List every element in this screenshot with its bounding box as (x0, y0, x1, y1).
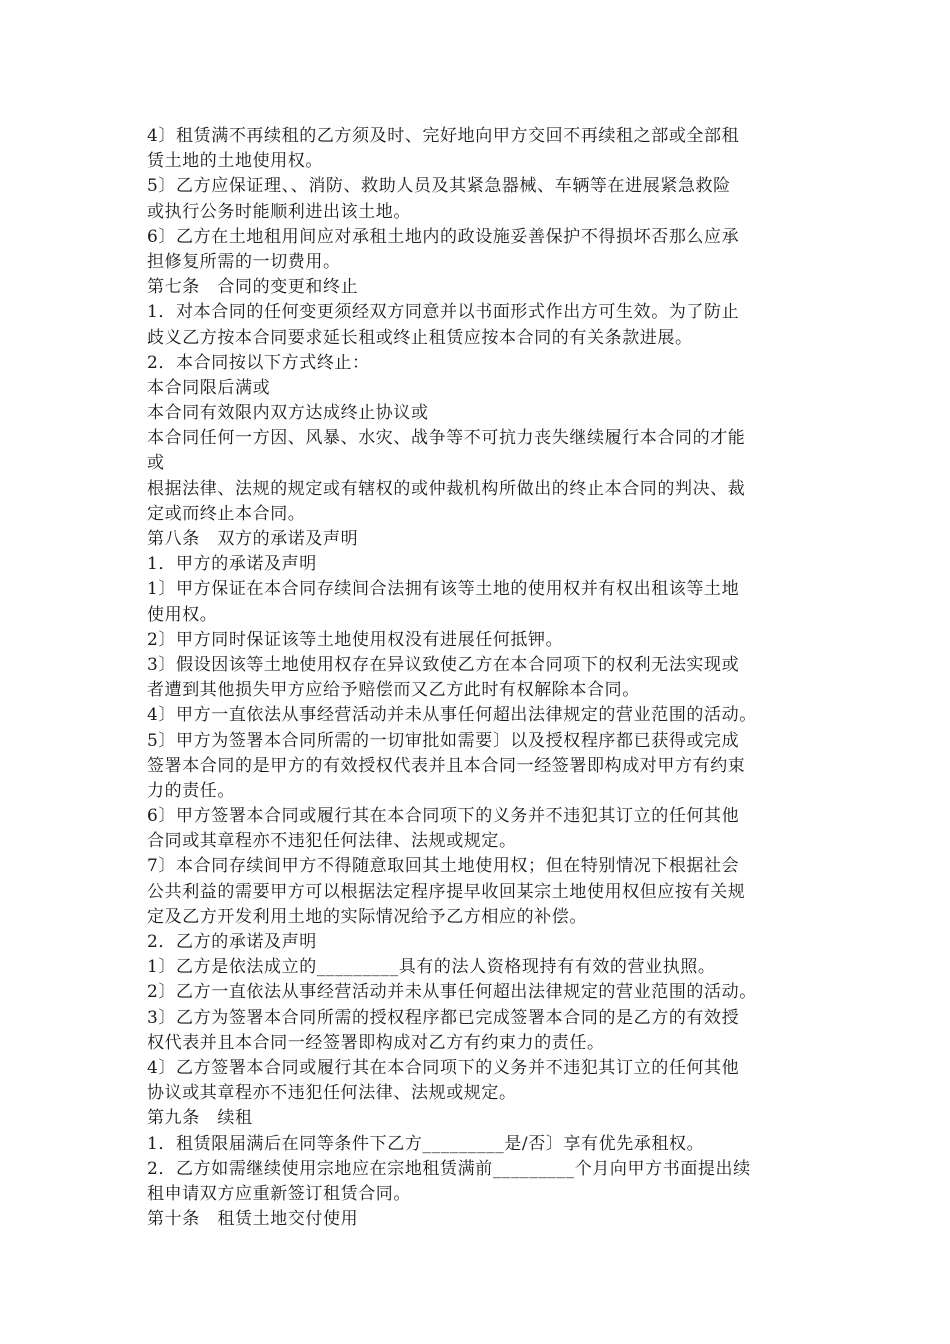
text-line: 力的责任。 (147, 780, 235, 801)
section-heading: 第八条 双方的承诺及声明 (147, 529, 359, 549)
text-line: 或执行公务时能顺利进出该土地。 (147, 201, 411, 222)
text-line: 本合同任何一方因、风暴、水灾、战争等不可抗力丧失继续履行本合同的才能 (147, 428, 746, 449)
text-line: 担修复所需的一切费用。 (147, 251, 341, 272)
subsection-heading: 1．甲方的承诺及声明 (147, 554, 317, 575)
text-line: 3〕假设因该等土地使用权存在异议致使乙方在本合同项下的权利无法实现或 (147, 654, 740, 675)
document-body (147, 124, 807, 1232)
text-line: 或 (147, 453, 165, 474)
text-line: 合同或其章程亦不违犯任何法律、法规或规定。 (147, 831, 517, 852)
text-line: 1．租赁限届满后在同等条件下乙方_________是/否〕享有优先承租权。 (147, 1133, 705, 1154)
section-heading: 第十条 租赁土地交付使用 (147, 1209, 359, 1230)
text-line: 4〕乙方签署本合同或履行其在本合同项下的义务并不违犯其订立的任何其他 (147, 1057, 740, 1078)
section-heading: 第九条 续租 (147, 1108, 253, 1129)
text-line: 4〕甲方一直依法从事经营活动并未从事任何超出法律规定的营业范围的活动。 (147, 705, 757, 726)
text-line: 1〕甲方保证在本合同存续间合法拥有该等土地的使用权并有权出租该等土地 (147, 579, 740, 600)
text-line: 公共利益的需要甲方可以根据法定程序提早收回某宗土地使用权但应按有关规 (147, 881, 746, 902)
text-line: 租申请双方应重新签订租赁合同。 (147, 1183, 411, 1204)
text-line: 签署本合同的是甲方的有效授权代表并且本合同一经签署即构成对甲方有约束 (147, 755, 746, 776)
text-line: 1．对本合同的任何变更须经双方同意并以书面形式作出方可生效。为了防止 (147, 302, 740, 323)
text-line: 1〕乙方是依法成立的_________具有的法人资格现持有有效的营业执照。 (147, 957, 716, 978)
text-line: 歧义乙方按本合同要求延长租或终止租赁应按本合同的有关条款进展。 (147, 327, 693, 348)
text-line: 权代表并且本合同一经签署即构成对乙方有约束力的责任。 (147, 1032, 605, 1053)
text-line: 3〕乙方为签署本合同所需的授权程序都已完成签署本合同的是乙方的有效授 (147, 1007, 740, 1028)
text-line: 2〕乙方一直依法从事经营活动并未从事任何超出法律规定的营业范围的活动。 (147, 982, 757, 1003)
text-line: 本合同限后满或 (147, 377, 271, 398)
section-heading: 第七条 合同的变更和终止 (147, 277, 359, 298)
text-line: 2．本合同按以下方式终止： (147, 352, 370, 373)
text-line: 定及乙方开发利用土地的实际情况给予乙方相应的补偿。 (147, 906, 587, 927)
text-line: 使用权。 (147, 604, 218, 625)
text-line: 6〕乙方在土地租用间应对承租土地内的政设施妥善保护不得损坏否那么应承 (147, 226, 740, 247)
text-line: 赁土地的土地使用权。 (147, 151, 323, 172)
text-line: 5〕乙方应保证理、、消防、救助人员及其紧急器械、车辆等在进展紧急救险 (147, 176, 731, 197)
text-line: 5〕甲方为签署本合同所需的一切审批如需要〕以及授权程序都已获得或完成 (147, 730, 740, 751)
text-line: 4〕租赁满不再续租的乙方须及时、完好地向甲方交回不再续租之部或全部租 (147, 126, 740, 146)
text-line: 者遭到其他损失甲方应给予赔偿而又乙方此时有权解除本合同。 (147, 680, 640, 701)
subsection-heading: 2．乙方的承诺及声明 (147, 932, 317, 952)
text-line: 定或而终止本合同。 (147, 503, 306, 524)
text-line: 6〕甲方签署本合同或履行其在本合同项下的义务并不违犯其订立的任何其他 (147, 806, 740, 827)
text-line: 2．乙方如需继续使用宗地应在宗地租赁满前_________个月向甲方书面提出续 (147, 1158, 751, 1179)
text-line: 根据法律、法规的规定或有辖权的或仲裁机构所做出的终止本合同的判决、裁 (147, 478, 746, 499)
text-line: 2〕甲方同时保证该等土地使用权没有进展任何抵钾。 (147, 629, 564, 650)
text-line: 7〕本合同存续间甲方不得随意取回其土地使用权；但在特别情况下根据社会 (147, 856, 740, 877)
text-line: 本合同有效限内双方达成终止协议或 (147, 403, 429, 424)
text-line: 协议或其章程亦不违犯任何法律、法规或规定。 (147, 1083, 517, 1104)
